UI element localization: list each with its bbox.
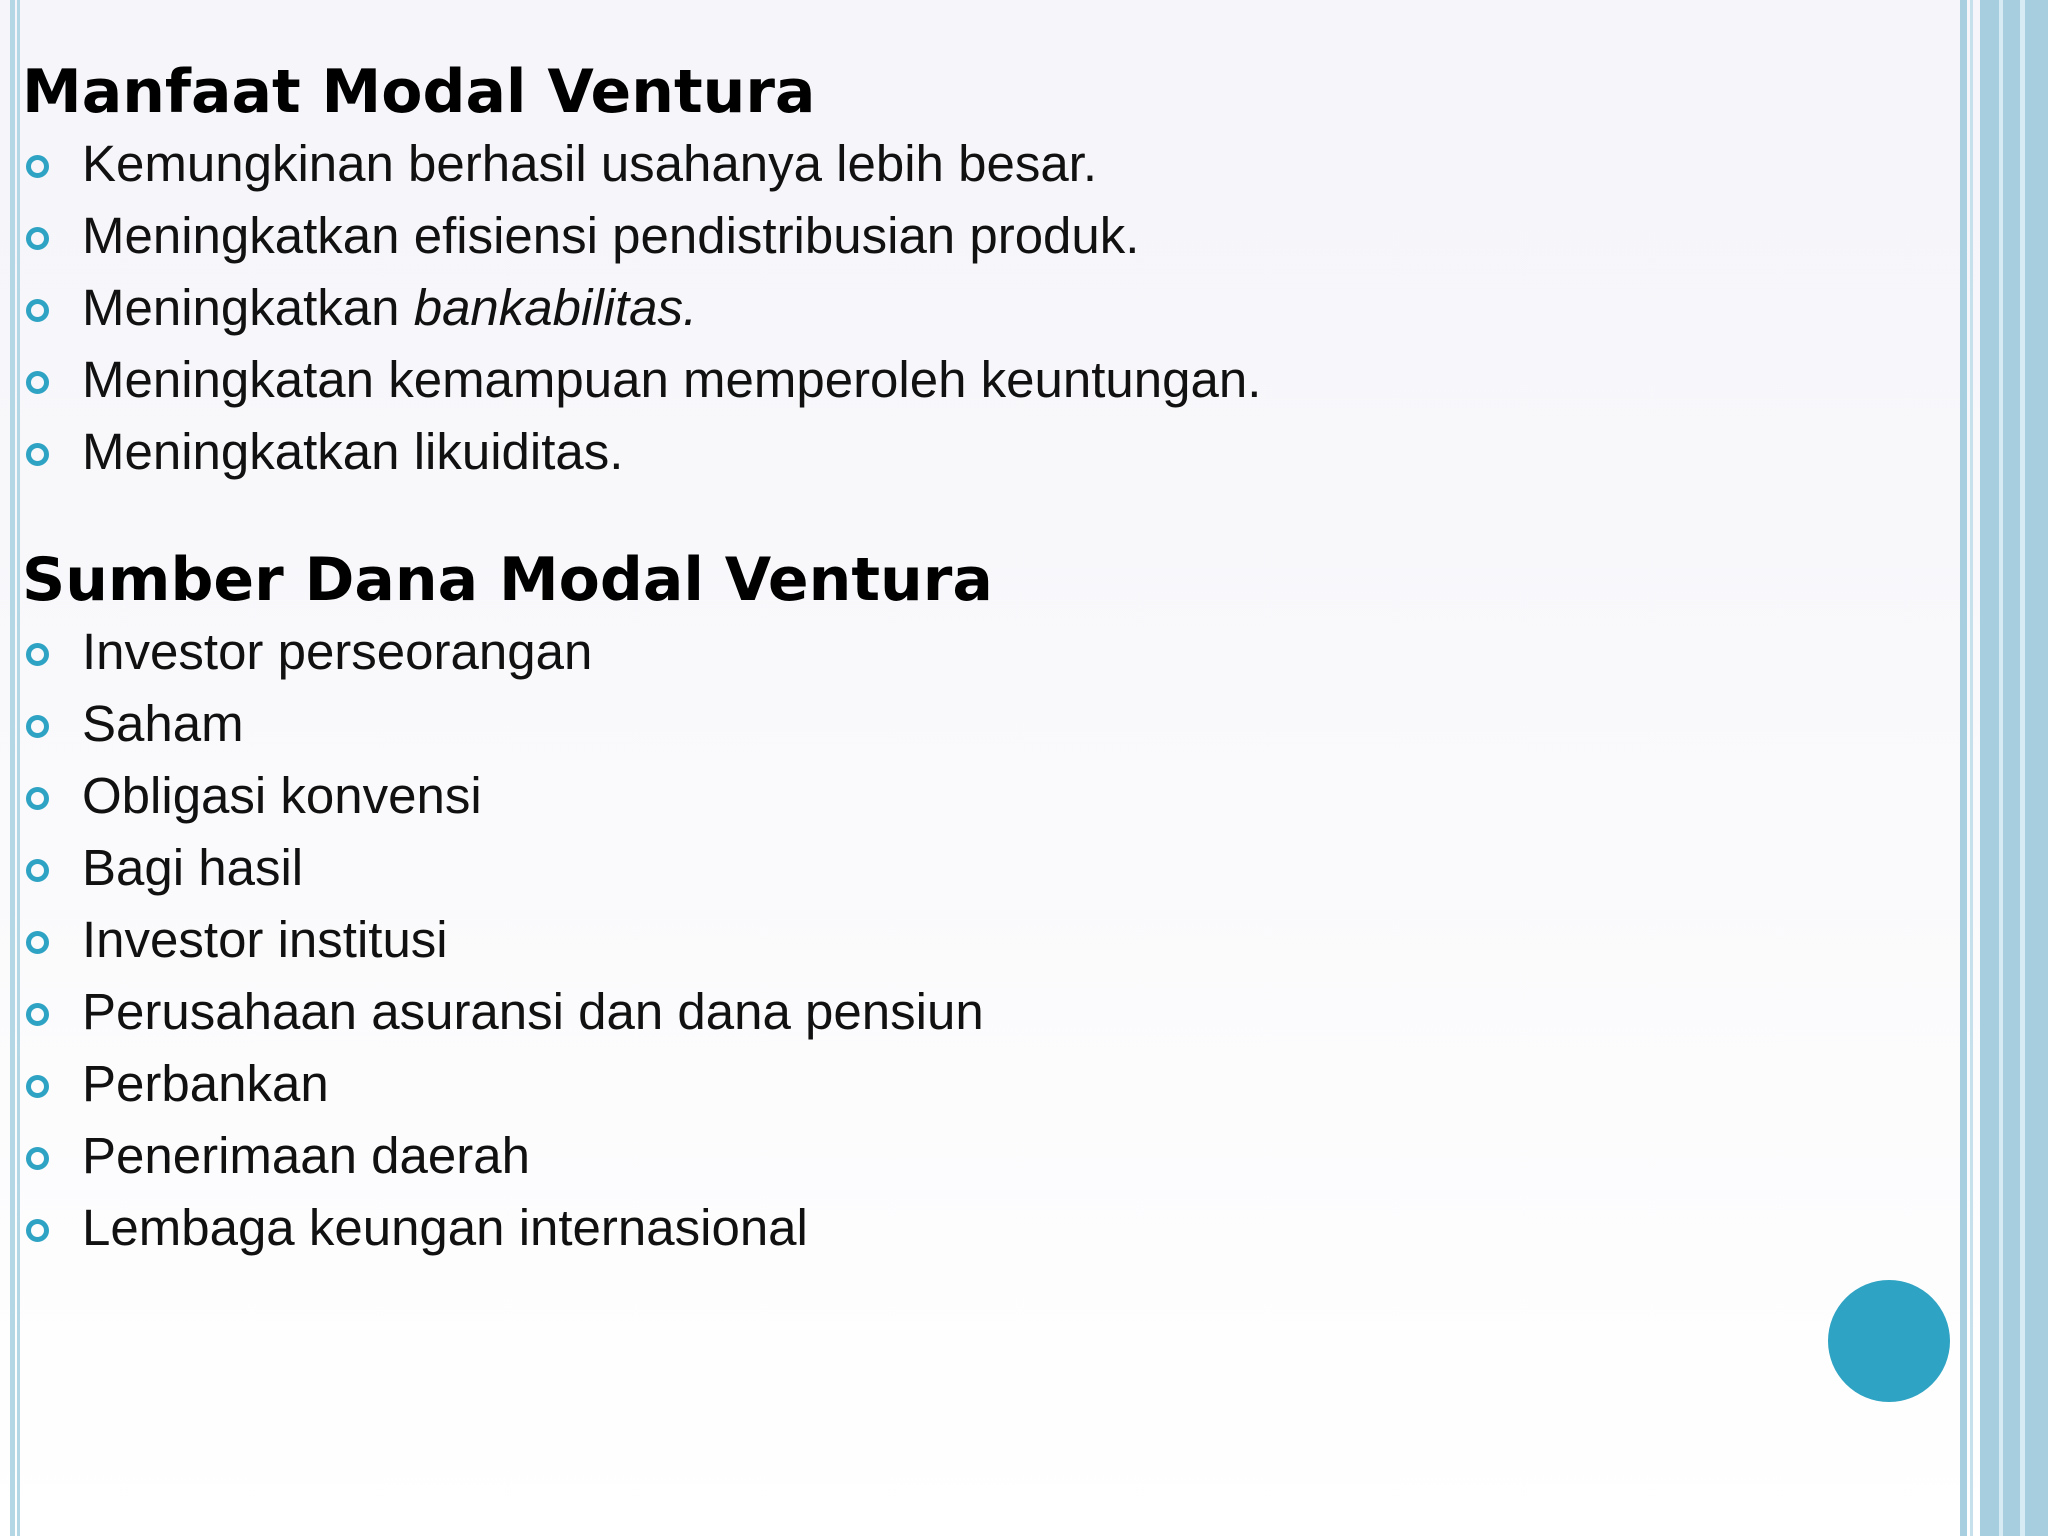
section-title-sumber-dana: Sumber Dana Modal Ventura	[22, 545, 993, 615]
list-item-italic-text: bankabilitas.	[413, 279, 698, 336]
list-item	[22, 1048, 1922, 1120]
list-item-text: Saham	[82, 695, 244, 752]
list-item-text: Penerimaan daerah	[82, 1127, 530, 1184]
bullet-icon	[26, 299, 49, 322]
manfaat-list	[22, 128, 1922, 488]
right-border-line-light	[1970, 0, 1973, 1536]
bullet-icon	[26, 931, 49, 954]
list-item-text: Meningkatkan efisiensi pendistribusian produk.	[82, 207, 1140, 264]
list-item-text: Meningkatkan likuiditas.	[82, 423, 624, 480]
bullet-icon	[26, 859, 49, 882]
list-item-text: Perbankan	[82, 1055, 329, 1112]
bullet-icon	[26, 1075, 49, 1098]
decorative-circle	[1828, 1280, 1950, 1402]
right-decorative-band	[1980, 0, 2048, 1536]
bullet-icon	[26, 155, 49, 178]
list-item-text: Investor perseorangan	[82, 623, 593, 680]
bullet-icon	[26, 227, 49, 250]
bullet-icon	[26, 787, 49, 810]
list-item-text: Bagi hasil	[82, 839, 304, 896]
list-item	[22, 416, 1922, 488]
bullet-icon	[26, 715, 49, 738]
sumber-dana-list	[22, 616, 1922, 1264]
bullet-icon	[26, 1147, 49, 1170]
bullet-icon	[26, 643, 49, 666]
list-item	[22, 976, 1922, 1048]
list-item	[22, 1192, 1922, 1264]
left-border-line	[10, 0, 15, 1536]
right-band-stripe	[1999, 0, 2003, 1536]
list-item	[22, 616, 1922, 688]
list-item	[22, 128, 1922, 200]
list-item	[22, 688, 1922, 760]
list-item	[22, 200, 1922, 272]
list-item-text: Obligasi konvensi	[82, 767, 482, 824]
right-band-stripe	[2020, 0, 2025, 1536]
list-item-text: Meningkatkan	[82, 279, 414, 336]
list-item	[22, 1120, 1922, 1192]
list-item	[22, 904, 1922, 976]
list-item-text: Perusahaan asuransi dan dana pensiun	[82, 983, 984, 1040]
list-item	[22, 760, 1922, 832]
list-item	[22, 272, 1922, 344]
bullet-icon	[26, 1003, 49, 1026]
list-item-text: Lembaga keungan internasional	[82, 1199, 808, 1256]
section-title-manfaat: Manfaat Modal Ventura	[22, 57, 816, 127]
bullet-icon	[26, 371, 49, 394]
left-border-line-inner	[17, 0, 20, 1536]
bullet-icon	[26, 1219, 49, 1242]
right-border-line	[1960, 0, 1967, 1536]
list-item	[22, 832, 1922, 904]
list-item	[22, 344, 1922, 416]
list-item-text: Meningkatan kemampuan memperoleh keuntungan.	[82, 351, 1262, 408]
bullet-icon	[26, 443, 49, 466]
slide-content	[22, 56, 1922, 1264]
list-item-text: Investor institusi	[82, 911, 448, 968]
list-item-text: Kemungkinan berhasil usahanya lebih besar.	[82, 135, 1098, 192]
